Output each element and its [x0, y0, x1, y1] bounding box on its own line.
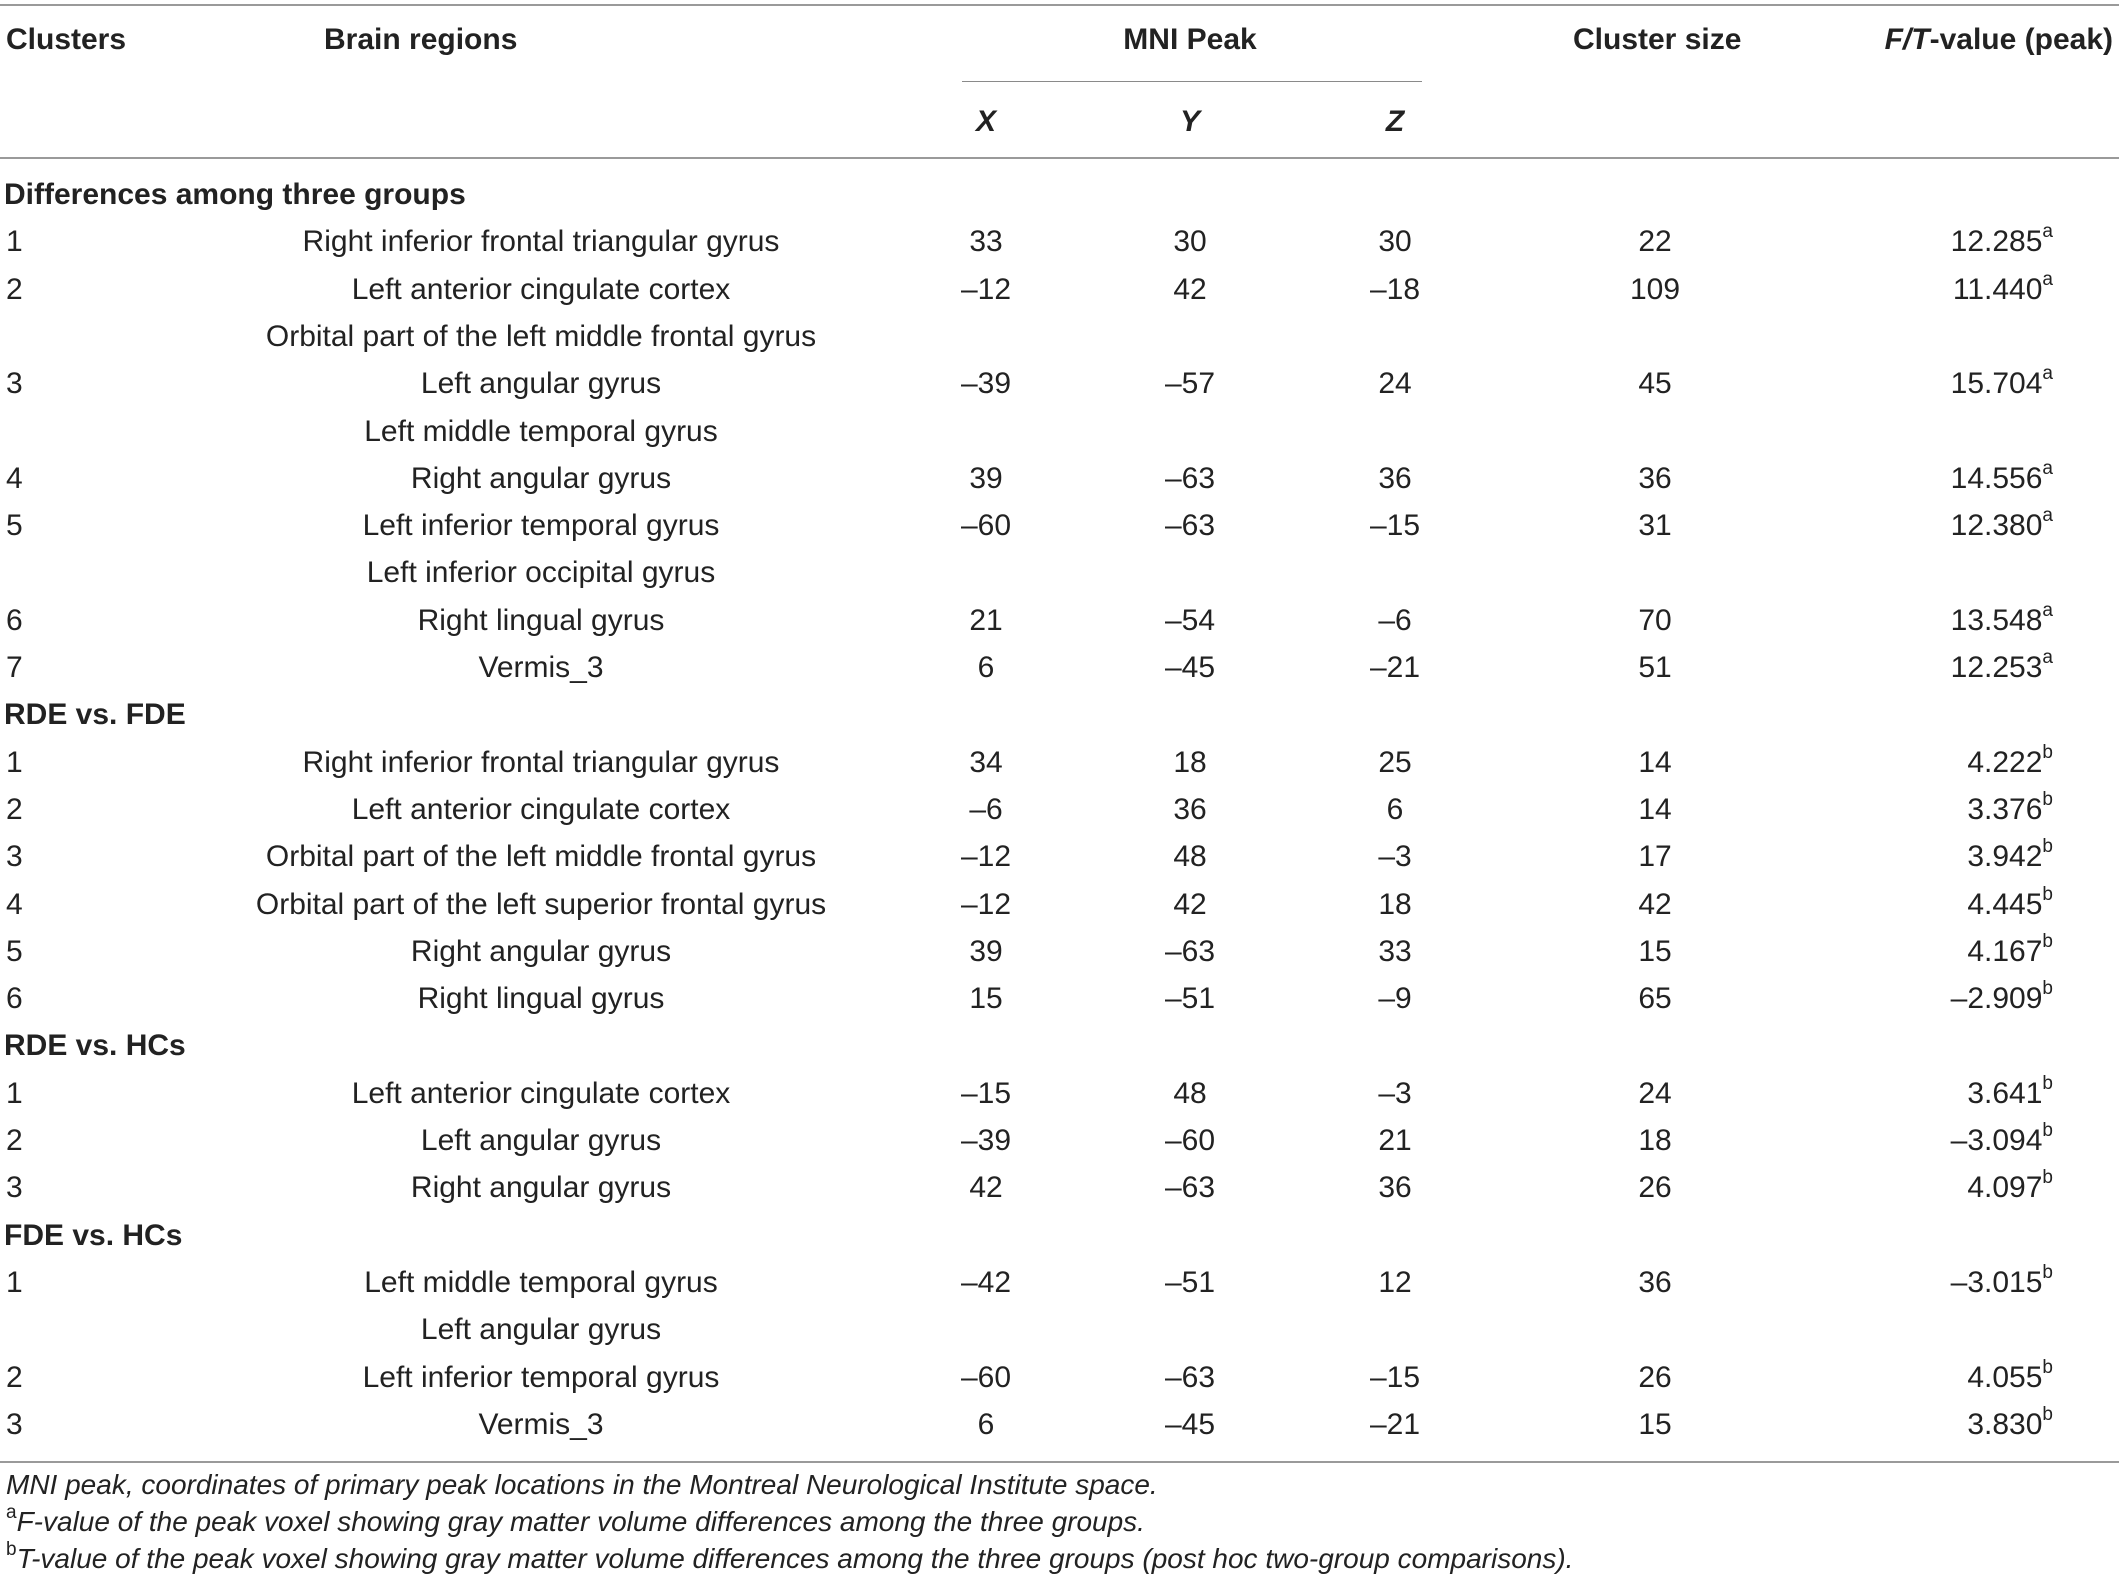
peak-value-cell	[1951, 360, 2053, 407]
mni-y-cell: 48	[1173, 840, 1207, 874]
mni-y-cell: 30	[1173, 225, 1207, 259]
peak-value-note: b	[2042, 978, 2053, 1000]
peak-value-note: b	[2042, 741, 2053, 763]
mni-x-cell: 34	[969, 745, 1003, 779]
cluster-size-cell: 36	[1638, 461, 1672, 495]
mni-z-cell: 12	[1378, 1265, 1412, 1299]
peak-value-note: a	[2042, 505, 2053, 527]
peak-value: –3.094	[1950, 1124, 2043, 1157]
peak-value-note: a	[2042, 457, 2053, 479]
peak-value-cell	[1951, 218, 2053, 265]
cluster-size-cell: 51	[1638, 651, 1672, 684]
table-row	[0, 266, 2119, 313]
brain-region-cell: Left inferior occipital gyrus	[366, 556, 716, 590]
peak-value-cell	[1951, 502, 2053, 549]
peak-value: 3.641	[1967, 1076, 2043, 1110]
brain-region-cell: Vermis_3	[478, 1407, 604, 1441]
mni-x-cell: –6	[969, 792, 1003, 826]
peak-value: 3.942	[1967, 840, 2043, 874]
mni-z-cell: –21	[1369, 1407, 1421, 1441]
peak-value-cell	[1967, 1401, 2053, 1448]
mni-z-cell: 24	[1378, 367, 1412, 401]
peak-value-note: a	[2042, 268, 2053, 290]
mni-x-cell: –39	[960, 1124, 1012, 1157]
cluster-size-cell: 109	[1629, 272, 1681, 306]
cluster-cell: 6	[6, 603, 23, 637]
peak-value-cell	[1967, 833, 2053, 880]
peak-value: 12.380	[1950, 509, 2043, 543]
peak-value-cell	[1967, 739, 2053, 786]
cluster-cell: 2	[6, 272, 23, 306]
peak-value: 11.440	[1952, 272, 2043, 306]
peak-value-note: a	[2042, 363, 2053, 385]
cluster-size-cell: 31	[1638, 509, 1672, 543]
brain-region-cell: Right lingual gyrus	[417, 603, 665, 637]
mni-z-cell: 6	[1386, 792, 1404, 826]
table-row	[0, 455, 2119, 502]
table-row	[0, 1354, 2119, 1401]
peak-value-cell	[1951, 1117, 2053, 1164]
brain-region-cell: Right angular gyrus	[410, 461, 672, 495]
peak-value: 3.376	[1967, 792, 2043, 826]
cluster-cell: 1	[6, 1265, 23, 1299]
cluster-size-cell: 14	[1638, 745, 1672, 779]
mni-y-cell: 48	[1173, 1076, 1207, 1110]
mni-z-cell: –6	[1378, 603, 1412, 637]
mni-z-cell: –15	[1369, 1360, 1421, 1394]
peak-value: 4.222	[1967, 745, 2043, 779]
mni-x-cell: –12	[960, 887, 1012, 921]
mni-peak-underline	[962, 81, 1422, 82]
peak-value: –2.909	[1950, 982, 2043, 1016]
mni-z-cell: 21	[1378, 1124, 1412, 1157]
table-row	[0, 1070, 2119, 1117]
table-row	[0, 739, 2119, 786]
cluster-size-cell: 14	[1638, 792, 1672, 826]
section-heading	[0, 691, 2119, 738]
header-ft-rest: -value (peak)	[1929, 23, 2113, 56]
cluster-cell: 1	[6, 745, 23, 779]
mni-z-cell: 25	[1378, 745, 1412, 779]
peak-value: 12.253	[1950, 651, 2043, 684]
mni-y-cell: –63	[1164, 1171, 1216, 1205]
peak-value-note: a	[2042, 599, 2053, 621]
cluster-size-cell: 18	[1638, 1124, 1672, 1157]
brain-region-cell: Orbital part of the left middle frontal gyrus	[265, 840, 817, 874]
mni-x-cell: 42	[969, 1171, 1003, 1205]
cluster-cell: 4	[6, 887, 23, 921]
cluster-cell: 3	[6, 367, 23, 401]
peak-value-cell	[1951, 455, 2053, 502]
peak-value-note: b	[2042, 1167, 2053, 1189]
mni-y-cell: 42	[1173, 272, 1207, 306]
mni-x-cell: –15	[960, 1076, 1012, 1110]
peak-value-note: b	[2042, 883, 2053, 905]
peak-value: 13.548	[1950, 603, 2043, 637]
peak-value-cell	[1951, 644, 2053, 691]
mni-z-cell: –3	[1378, 1076, 1412, 1110]
mni-z-cell: 18	[1378, 887, 1412, 921]
peak-value-note: b	[2042, 1356, 2053, 1378]
peak-value-cell	[1967, 1354, 2053, 1401]
cluster-size-cell: 26	[1638, 1171, 1672, 1205]
table-row	[0, 786, 2119, 833]
mni-x-cell: –60	[960, 1360, 1012, 1394]
mni-y-cell: 18	[1173, 745, 1207, 779]
cluster-cell: 1	[6, 225, 23, 259]
brain-region-cell: Left angular gyrus	[420, 1313, 662, 1347]
cluster-size-cell: 65	[1638, 982, 1672, 1016]
mni-x-cell: 21	[969, 603, 1003, 637]
table-row	[0, 597, 2119, 644]
table-row	[0, 549, 2119, 596]
mni-x-cell: –42	[960, 1265, 1012, 1299]
mni-x-cell: –12	[960, 272, 1012, 306]
table-row	[0, 360, 2119, 407]
table-row	[0, 1306, 2119, 1353]
table-row	[0, 833, 2119, 880]
table-row	[0, 1117, 2119, 1164]
table-row	[0, 1164, 2119, 1211]
peak-value-cell	[1967, 881, 2053, 928]
header-brain-regions: Brain regions	[324, 23, 518, 56]
mni-y-cell: –45	[1164, 1407, 1216, 1441]
cluster-cell: 5	[6, 509, 23, 543]
mni-x-cell: –12	[960, 840, 1012, 874]
mni-x-cell: –60	[960, 509, 1012, 543]
cluster-cell: 7	[6, 651, 23, 684]
brain-region-cell: Orbital part of the left middle frontal gyrus	[265, 319, 817, 353]
section-heading	[0, 1022, 2119, 1069]
brain-region-cell: Left anterior cingulate cortex	[351, 272, 731, 306]
peak-value: 14.556	[1950, 461, 2043, 495]
mni-y-cell: –54	[1164, 603, 1216, 637]
section-title: Differences among three groups	[4, 178, 466, 211]
mni-z-cell: 33	[1378, 934, 1412, 968]
mni-y-cell: –63	[1164, 1360, 1216, 1394]
peak-value-cell	[1951, 975, 2053, 1022]
table-row	[0, 408, 2119, 455]
brain-region-cell: Left angular gyrus	[420, 367, 662, 401]
cluster-cell: 6	[6, 982, 23, 1016]
peak-value-note: a	[2042, 221, 2053, 243]
brain-region-cell: Left middle temporal gyrus	[364, 414, 718, 448]
header-mni-peak: MNI Peak	[1123, 23, 1257, 56]
cluster-size-cell: 15	[1638, 934, 1672, 968]
mni-z-cell: 36	[1378, 1171, 1412, 1205]
brain-region-cell: Left angular gyrus	[420, 1124, 662, 1157]
cluster-cell: 5	[6, 934, 23, 968]
mni-y-cell: –45	[1164, 651, 1216, 684]
peak-value-note: b	[2042, 836, 2053, 858]
cluster-cell: 2	[6, 1124, 23, 1157]
mni-x-cell: 39	[969, 934, 1003, 968]
section-title: FDE vs. HCs	[4, 1218, 183, 1252]
peak-value: 15.704	[1950, 367, 2043, 401]
mni-y-cell: –51	[1164, 1265, 1216, 1299]
cluster-cell: 1	[6, 1076, 23, 1110]
mni-x-cell: 6	[977, 651, 995, 684]
peak-value: –3.015	[1950, 1265, 2043, 1299]
cluster-cell: 3	[6, 840, 23, 874]
cluster-cell: 4	[6, 461, 23, 495]
cluster-size-cell: 22	[1638, 225, 1672, 259]
cluster-cell: 3	[6, 1171, 23, 1205]
cluster-cell: 2	[6, 792, 23, 826]
peak-value-cell	[1967, 1070, 2053, 1117]
mni-y-cell: 42	[1173, 887, 1207, 921]
header-ft-value	[1885, 22, 2113, 58]
header-x: X	[975, 105, 997, 138]
brain-region-cell: Left anterior cingulate cortex	[351, 792, 731, 826]
brain-region-cell: Right angular gyrus	[410, 934, 672, 968]
peak-value-cell	[1951, 597, 2053, 644]
peak-value-cell	[1951, 1259, 2053, 1306]
mni-z-cell: –18	[1369, 272, 1421, 306]
brain-region-cell: Vermis_3	[478, 651, 604, 684]
table-row	[0, 218, 2119, 265]
footnote-b: $^b$T-value of the peak voxel showing gray matter volume differences among the three groups (post hoc two-group comparisons).	[6, 1538, 1574, 1574]
brain-region-cell: Right inferior frontal triangular gyrus	[302, 225, 780, 259]
peak-value-cell	[1967, 1164, 2053, 1211]
mni-y-cell: –63	[1164, 461, 1216, 495]
table-row	[0, 502, 2119, 549]
mni-y-cell: –60	[1164, 1124, 1216, 1157]
peak-value-cell	[1967, 928, 2053, 975]
peak-value-note: b	[2042, 1261, 2053, 1283]
header-cluster-size: Cluster size	[1573, 23, 1742, 56]
mni-y-cell: –57	[1164, 367, 1216, 401]
table-row	[0, 313, 2119, 360]
peak-value-cell	[1967, 786, 2053, 833]
mni-z-cell: 30	[1378, 225, 1412, 259]
mni-z-cell: –21	[1369, 651, 1421, 684]
brain-region-cell: Orbital part of the left superior frontal gyrus	[255, 887, 827, 921]
peak-value: 4.055	[1967, 1360, 2043, 1394]
mni-z-cell: –3	[1378, 840, 1412, 874]
cluster-size-cell: 70	[1638, 603, 1672, 637]
header-clusters: Clusters	[6, 23, 127, 56]
brain-region-cell: Left inferior temporal gyrus	[362, 1360, 720, 1394]
peak-value-cell	[1953, 266, 2053, 313]
table-row	[0, 975, 2119, 1022]
cluster-cell: 2	[6, 1360, 23, 1394]
header-z: Z	[1385, 105, 1405, 138]
mni-x-cell: 6	[977, 1407, 995, 1441]
brain-region-cell: Right lingual gyrus	[417, 982, 665, 1016]
peak-value: 4.445	[1967, 887, 2043, 921]
peak-value: 4.167	[1967, 934, 2043, 968]
peak-value-note: b	[2042, 1072, 2053, 1094]
header-bottom-rule	[0, 157, 2119, 159]
mni-z-cell: –15	[1369, 509, 1421, 543]
mni-z-cell: 36	[1378, 461, 1412, 495]
cluster-size-cell: 17	[1638, 840, 1672, 874]
section-title: RDE vs. FDE	[4, 698, 186, 732]
header-y: Y	[1179, 105, 1201, 138]
brain-region-cell: Left anterior cingulate cortex	[351, 1076, 731, 1110]
cluster-size-cell: 42	[1638, 887, 1672, 921]
section-heading	[0, 171, 2119, 218]
peak-value: 4.097	[1967, 1171, 2043, 1205]
cluster-size-cell: 36	[1638, 1265, 1672, 1299]
peak-value-note: b	[2042, 1403, 2053, 1425]
brain-region-cell: Left middle temporal gyrus	[364, 1265, 718, 1299]
mni-x-cell: 39	[969, 461, 1003, 495]
section-heading	[0, 1212, 2119, 1259]
peak-value-note: b	[2042, 930, 2053, 952]
mni-y-cell: –63	[1164, 509, 1216, 543]
peak-value-note: a	[2042, 647, 2053, 668]
section-title: RDE vs. HCs	[4, 1029, 186, 1063]
footnote-a: $^a$F-value of the peak voxel showing gray matter volume differences among the three groups.	[6, 1501, 1145, 1537]
table-row	[0, 928, 2119, 975]
header-ft-italic: F/T	[1884, 23, 1930, 56]
footnote-mni: MNI peak, coordinates of primary peak locations in the Montreal Neurological Institute space.	[6, 1469, 1158, 1500]
table-row	[0, 881, 2119, 928]
peak-value: 12.285	[1950, 225, 2043, 259]
brain-region-cell: Right angular gyrus	[410, 1171, 672, 1205]
cluster-cell: 3	[6, 1407, 23, 1441]
brain-region-cell: Left inferior temporal gyrus	[362, 509, 720, 543]
cluster-size-cell: 26	[1638, 1360, 1672, 1394]
table-row	[0, 644, 2119, 691]
table-bottom-rule	[0, 1461, 2119, 1463]
brain-region-cell: Right inferior frontal triangular gyrus	[302, 745, 780, 779]
mni-y-cell: –63	[1164, 934, 1216, 968]
mni-x-cell: –39	[960, 367, 1012, 401]
peak-value-note: b	[2042, 788, 2053, 810]
table-row	[0, 1259, 2119, 1306]
peak-value-note: b	[2042, 1120, 2053, 1141]
cluster-size-cell: 24	[1638, 1076, 1672, 1110]
mni-y-cell: –51	[1164, 982, 1216, 1016]
mni-y-cell: 36	[1173, 792, 1207, 826]
mni-x-cell: 15	[969, 982, 1003, 1016]
mni-z-cell: –9	[1378, 982, 1412, 1016]
peak-value: 3.830	[1967, 1407, 2043, 1441]
table-row	[0, 1401, 2119, 1448]
cluster-size-cell: 15	[1638, 1407, 1672, 1441]
mni-x-cell: 33	[969, 225, 1003, 259]
cluster-size-cell: 45	[1638, 367, 1672, 401]
table-top-rule	[0, 4, 2119, 6]
